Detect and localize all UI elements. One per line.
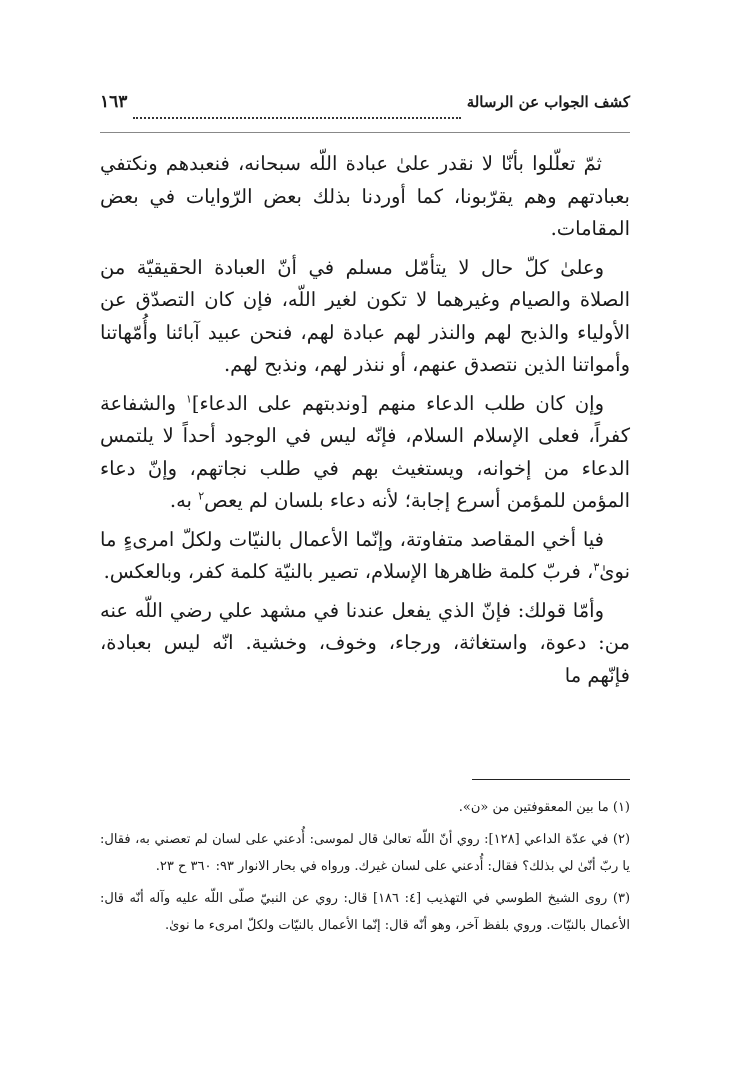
header-leader-dots bbox=[133, 105, 460, 119]
footnote-2: (٢) في عدّة الداعي [١٢٨]: روي أنّ اللّه تعالىٰ قال لموسى: أُدعني على لسان لم تعصني به، فقال: يا ربّ أنّىٰ لي بذلك؟ فقال: أُدعني على لسان غيرك. ورواه في بحار الانوار ٩٣: ٣٦٠ ح ٢٣. bbox=[100, 832, 631, 874]
footnote-ref-1: ١ bbox=[185, 392, 192, 405]
footnote-ref-2: ٢ bbox=[198, 489, 205, 503]
paragraph-4 bbox=[100, 524, 630, 589]
header-title: كشف الجواب عن الرسالة bbox=[466, 93, 630, 111]
paragraph-5: وأمّا قولك: فإنّ الذي يفعل عندنا في مشهد علي رضي اللّه عنه من: دعوة، واستغاثة، ورجاء، وخوف، وخشية. انّه ليس بعبادة، فإنّهم ما bbox=[100, 598, 630, 687]
paragraph-1: ثمّ تعلّلوا بأنّا لا نقدر علىٰ عبادة اللّه سبحانه، فنعبدهم ونكتفي بعبادتهم وهم يقرّبونا، كما أوردنا بذلك بعض الرّوايات في بعض المقامات. bbox=[100, 152, 630, 240]
page-number: ١٦٣ bbox=[100, 92, 128, 112]
paragraph-3-part-a: وإن كان طلب الدعاء منهم [وندبتهم على الدعاء] bbox=[191, 391, 605, 415]
footnotes bbox=[100, 794, 630, 944]
footnote-3: (٣) روى الشيخ الطوسي في التهذيب [٤: ١٨٦] قال: روي عن النبيّ صلّى اللّه عليه وآله أنّه قال: الأعمال بالنيّات. وروي بلفظ آخر، وهو أنّه قال: إنّما الأعمال بالنيّات ولكلّ امرىء ما نوىٰ. bbox=[100, 891, 631, 933]
paragraph-2: وعلىٰ كلّ حال لا يتأمّل مسلم في أنّ العبادة الحقيقيّة من الصلاة والصيام وغيرهما لا تكون لغير اللّه، فإن كان التصدّق عن الأولياء والذبح لهم والنذر لهم عبادة لهم، فنحن عبيد آبائنا وأُمّهاتنا وأمواتنا الذين نتصدق عنهم، أو ننذر لهم، ونذبح لهم. bbox=[100, 255, 630, 376]
footnote-1: (١) ما بين المعقوفتين من «ن». bbox=[458, 800, 630, 815]
paragraph-4-part-b: ، فربّ كلمة ظاهرها الإسلام، تصير بالنيّة كلمة كفر، وبالعكس. bbox=[103, 560, 594, 583]
footnote-ref-3: ٣ bbox=[593, 560, 600, 574]
footnote-separator bbox=[472, 779, 630, 780]
main-text bbox=[100, 148, 630, 698]
paragraph-3-part-c: به. bbox=[169, 489, 199, 512]
paragraph-3-part-b: والشفاعة كفراً، فعلى الإسلام السلام، فإنّه ليس في الوجود أحداً لا يلتمس الدعاء من إخوانه، ويستغيث بهم في طلب نجاتهم، وإنّ دعاء المؤمن للمؤمن أسرع إجابة؛ لأنه دعاء بلسان لم يعص bbox=[100, 391, 630, 512]
paragraph-3 bbox=[100, 388, 630, 518]
paragraph-4-part-a: فيا أخي المقاصد متفاوتة، وإنّما الأعمال بالنيّات ولكلّ امرىءٍ ما نوىٰ bbox=[100, 527, 630, 583]
running-header bbox=[100, 92, 630, 133]
